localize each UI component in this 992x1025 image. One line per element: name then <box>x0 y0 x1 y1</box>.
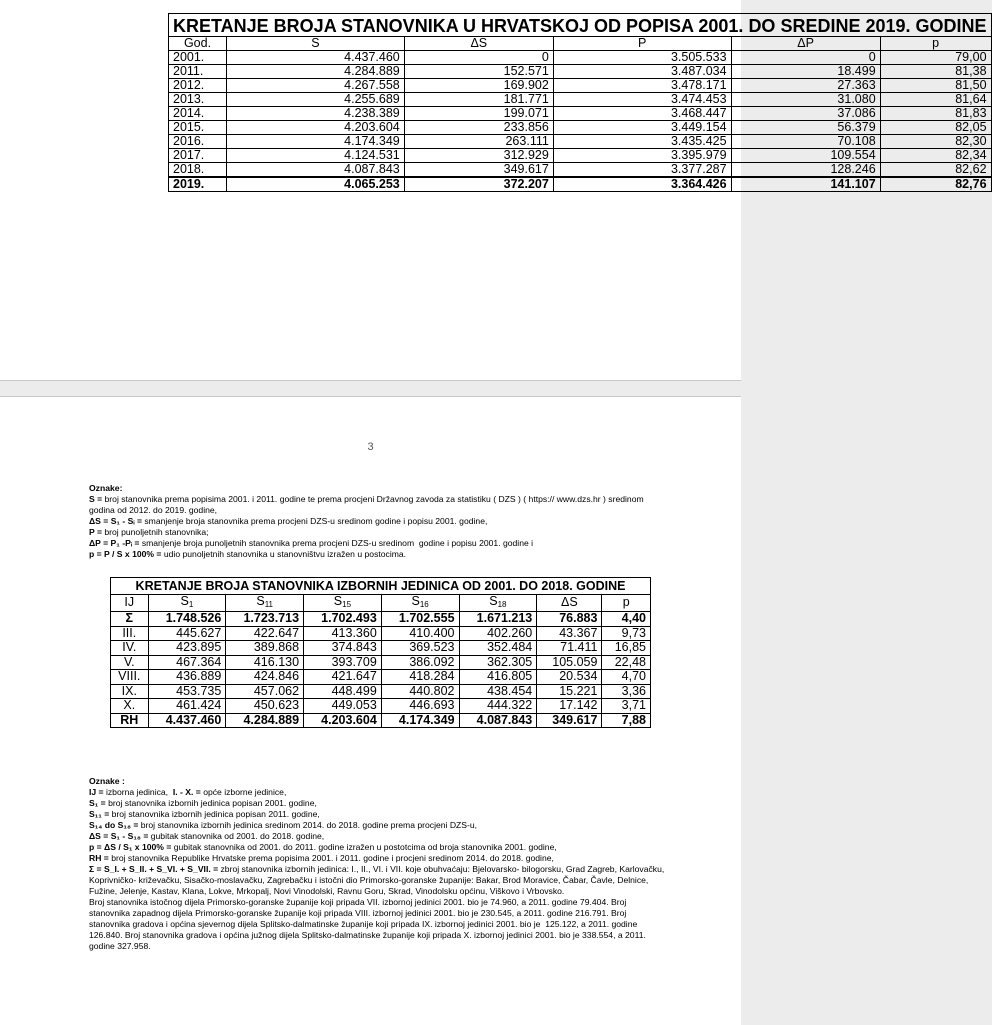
table2-header-cell <box>304 594 382 612</box>
table-cell: 3.487.034 <box>553 65 731 79</box>
table-cell: 81,64 <box>880 93 991 107</box>
notes1-term: P = <box>89 527 102 537</box>
table-cell: 413.360 <box>304 626 382 641</box>
table-cell: IX. <box>111 684 149 699</box>
table-cell: 4.437.460 <box>148 713 226 728</box>
table-cell: 4,40 <box>602 612 651 627</box>
table1-total-row <box>169 177 992 192</box>
table-cell: 76.883 <box>537 612 602 627</box>
table-cell: 22,48 <box>602 655 651 670</box>
table-cell: 449.053 <box>304 699 382 714</box>
table-cell: 82,34 <box>880 149 991 163</box>
table-cell: 4.174.349 <box>381 713 459 728</box>
table-cell: 18.499 <box>731 65 880 79</box>
table-row <box>169 163 992 178</box>
table-row <box>169 93 992 107</box>
table-row <box>169 135 992 149</box>
table-cell: 445.627 <box>148 626 226 641</box>
page-1 <box>0 0 987 381</box>
notes2-heading: Oznake : <box>89 776 125 786</box>
table-cell: 410.400 <box>381 626 459 641</box>
table-row <box>169 107 992 121</box>
notes2-term: p = ΔS / S₁ x 100% = <box>89 842 172 852</box>
table-cell: 16,85 <box>602 641 651 656</box>
header-subscript: 18 <box>497 599 507 609</box>
table-cell: 453.735 <box>148 684 226 699</box>
page-number: 3 <box>367 441 374 453</box>
table-cell: 81,38 <box>880 65 991 79</box>
table-cell: 374.843 <box>304 641 382 656</box>
table-row <box>111 684 651 699</box>
table-cell: 2019. <box>169 177 227 192</box>
notes2-term: I. - X. = <box>172 787 201 797</box>
notes1-line <box>89 527 669 538</box>
header-subscript: 11 <box>264 599 273 609</box>
table-cell: 4.174.349 <box>227 135 405 149</box>
table-cell: 1.723.713 <box>226 612 304 627</box>
notes2-definition: gubitak stanovnika od 2001. do 2011. godine izražen u postotcima od broja stanovnika 2001. godine, <box>171 842 557 852</box>
notes2-line <box>89 842 669 853</box>
table2-header-cell <box>537 594 602 612</box>
table-cell: 9,73 <box>602 626 651 641</box>
notes2-line <box>89 787 669 798</box>
table-cell: 4.437.460 <box>227 51 405 65</box>
notes2-definition: broj stanovnika izbornih jedinica sredinom 2014. do 2018. godine prema procjeni DZS-u, <box>138 820 478 830</box>
table-row <box>169 51 992 65</box>
table-cell: 1.702.555 <box>381 612 459 627</box>
table-cell: 416.805 <box>459 670 537 685</box>
table-cell: 31.080 <box>731 93 880 107</box>
header-subscript: 16 <box>419 599 429 609</box>
table-cell: 199.071 <box>404 107 553 121</box>
table-cell: 362.305 <box>459 655 537 670</box>
table-cell: 4.238.389 <box>227 107 405 121</box>
table1-header-cell: ΔP <box>731 37 880 51</box>
table-cell: 233.856 <box>404 121 553 135</box>
table-cell: 0 <box>731 51 880 65</box>
table-cell: 402.260 <box>459 626 537 641</box>
table-cell: 4,70 <box>602 670 651 685</box>
notes1-definition: smanjenje broja stanovnika prema procjeni DZS-u sredinom godine i popisu 2001. godine, <box>141 516 488 526</box>
notes2-definition: Broj stanovnika istočnog dijela Primorsko-goranske županije koji pripada VII. izbornoj jedinici 2001. bio je 74.960, a 2011. godine 79.404. Broj stanovnika zapadnog dijela Primorsko-goranske županije koji pripada VIII. izbornoj jedinici 2001. bio je 230.545, a 2011. godine 216.791. Broj stanovnika gradova i općina sjevernog dijela Splitsko-dalmatinske županije koji pripada IX. izbornoj jedinici 2001. bio je 125.122, a 2011. godine 126.840. Broj stanovnika gradova i općina južnog dijela Splitsko-dalmatinske županije koji pripada X. izbornoj jedinici 2001. bio je 338.554, a 2011. godine 327.958. <box>89 897 649 951</box>
table-cell: 128.246 <box>731 163 880 178</box>
table-cell: 2018. <box>169 163 227 178</box>
notes2-term: S₁₄ do S₁₈ = <box>89 820 139 830</box>
table-cell: 82,76 <box>880 177 991 192</box>
table-cell: 448.499 <box>304 684 382 699</box>
table-cell: 3.395.979 <box>553 149 731 163</box>
notes1-definition: smanjenje broja punoljetnih stanovnika prema procjeni DZS-u sredinom godine i popisu 2001. godine i <box>139 538 534 548</box>
table-cell: RH <box>111 713 149 728</box>
table-cell: 3.364.426 <box>553 177 731 192</box>
table-cell: 71.411 <box>537 641 602 656</box>
table-cell: 37.086 <box>731 107 880 121</box>
table-cell: IV. <box>111 641 149 656</box>
table-cell: 416.130 <box>226 655 304 670</box>
notes2-definition: broj stanovnika izbornih jedinica popisan 2001. godine, <box>105 798 317 808</box>
table-cell: 349.617 <box>404 163 553 178</box>
notes1-term: ΔS = S₁ - Sᵢ = <box>89 516 142 526</box>
notes2-definition: broj stanovnika izbornih jedinica popisan 2011. godine, <box>109 809 320 819</box>
page-2 <box>0 396 741 1025</box>
table-cell: 4.284.889 <box>226 713 304 728</box>
table-cell: 81,83 <box>880 107 991 121</box>
notes-table2 <box>89 776 669 952</box>
notes2-term: Σ = S_I. + S_II. + S_VI. + S_VII. = <box>89 864 219 874</box>
table-row <box>111 699 651 714</box>
table-cell: 4.267.558 <box>227 79 405 93</box>
table-cell: 418.284 <box>381 670 459 685</box>
table-row <box>169 121 992 135</box>
table-cell: 3.478.171 <box>553 79 731 93</box>
header-main: p <box>622 595 630 609</box>
header-main: S <box>256 593 265 608</box>
table-cell: 450.623 <box>226 699 304 714</box>
table-cell: 3,71 <box>602 699 651 714</box>
notes2-line <box>89 809 669 820</box>
table-row <box>169 65 992 79</box>
table-cell: 82,30 <box>880 135 991 149</box>
notes2-definition: opće izborne jedinice, <box>200 787 287 797</box>
notes2-term: ΔS = S₁ - S₁₈ = <box>89 831 149 841</box>
table-cell: 17.142 <box>537 699 602 714</box>
table-cell: 312.929 <box>404 149 553 163</box>
table-cell: 181.771 <box>404 93 553 107</box>
table-cell: 2015. <box>169 121 227 135</box>
table-cell: 3.449.154 <box>553 121 731 135</box>
table-cell: 4.203.604 <box>304 713 382 728</box>
header-subscript: 1 <box>188 599 194 609</box>
table-cell: 43.367 <box>537 626 602 641</box>
table-cell: 444.322 <box>459 699 537 714</box>
table-cell: 446.693 <box>381 699 459 714</box>
table-cell: 3.474.453 <box>553 93 731 107</box>
table-cell: 4.124.531 <box>227 149 405 163</box>
table-cell: 56.379 <box>731 121 880 135</box>
table2-title: KRETANJE BROJA STANOVNIKA IZBORNIH JEDINICA OD 2001. DO 2018. GODINE <box>111 578 651 595</box>
table-cell: 152.571 <box>404 65 553 79</box>
table-cell: 7,88 <box>602 713 651 728</box>
notes2-term: S₁ = <box>89 798 106 808</box>
table-row <box>169 149 992 163</box>
table-cell: 3,36 <box>602 684 651 699</box>
table-cell: 369.523 <box>381 641 459 656</box>
table-cell: 423.895 <box>148 641 226 656</box>
notes1-definition: udio punoljetnih stanovnika u stanovništvu izražen u postocima. <box>161 549 407 559</box>
table2-header-cell <box>148 594 226 612</box>
notes1-line <box>89 538 669 549</box>
notes1-line <box>89 494 669 516</box>
header-main: S <box>411 593 420 608</box>
table-cell: 15.221 <box>537 684 602 699</box>
table-cell: 389.868 <box>226 641 304 656</box>
table-cell: 105.059 <box>537 655 602 670</box>
table-cell: X. <box>111 699 149 714</box>
table-cell: III. <box>111 626 149 641</box>
table-cell: 424.846 <box>226 670 304 685</box>
table2-header-cell <box>381 594 459 612</box>
table-cell: 141.107 <box>731 177 880 192</box>
header-main: S <box>180 593 189 608</box>
table-cell: 461.424 <box>148 699 226 714</box>
table1-header-cell: ΔS <box>404 37 553 51</box>
table2-header-row <box>111 594 651 612</box>
notes1-definition: broj punoljetnih stanovnika; <box>101 527 209 537</box>
table-cell: 4.203.604 <box>227 121 405 135</box>
table-cell: 438.454 <box>459 684 537 699</box>
table-cell: 3.377.287 <box>553 163 731 178</box>
table-cell: 1.702.493 <box>304 612 382 627</box>
notes2-line <box>89 864 669 897</box>
notes2-definition: broj stanovnika Republike Hrvatske prema popisima 2001. i 2011. godine i procjeni sredinom 2014. do 2018. godine, <box>108 853 554 863</box>
notes2-term: IJ = <box>89 787 104 797</box>
table-cell: 3.468.447 <box>553 107 731 121</box>
table-cell: 2017. <box>169 149 227 163</box>
header-subscript: 15 <box>342 599 352 609</box>
table-cell: 27.363 <box>731 79 880 93</box>
table-cell: 467.364 <box>148 655 226 670</box>
notes2-line <box>89 897 669 952</box>
table-cell: 82,62 <box>880 163 991 178</box>
table-cell: 169.902 <box>404 79 553 93</box>
table2-header-cell <box>111 594 149 612</box>
table-cell: 4.284.889 <box>227 65 405 79</box>
table-cell: 3.435.425 <box>553 135 731 149</box>
table1-header-cell: P <box>553 37 731 51</box>
table-row <box>111 641 651 656</box>
table-cell: 372.207 <box>404 177 553 192</box>
table-cell: 1.748.526 <box>148 612 226 627</box>
table-cell: 81,50 <box>880 79 991 93</box>
table-cell: 82,05 <box>880 121 991 135</box>
notes2-definition: izborna jedinica, <box>103 787 173 797</box>
header-main: S <box>333 593 343 608</box>
table1-header-cell: God. <box>169 37 227 51</box>
table2-sum-row <box>111 612 651 627</box>
table-cell: 4.087.843 <box>459 713 537 728</box>
table-cell: 457.062 <box>226 684 304 699</box>
header-main: ΔS <box>561 595 578 609</box>
table-cell: 3.505.533 <box>553 51 731 65</box>
table-row <box>111 670 651 685</box>
table2-header-cell <box>602 594 651 612</box>
table-row <box>111 655 651 670</box>
table-cell: 421.647 <box>304 670 382 685</box>
table-cell: 2012. <box>169 79 227 93</box>
notes1-definition: broj stanovnika prema popisima 2001. i 2011. godine te prema procjeni Državnog zavoda za statistiku ( DZS ) ( https:// www.dzs.hr ) sredinom godina od 2012. do 2019. godine, <box>89 494 647 515</box>
header-main: IJ <box>124 595 135 609</box>
notes2-term: S₁₁ = <box>89 809 110 819</box>
table-cell: V. <box>111 655 149 670</box>
table-cell: 0 <box>404 51 553 65</box>
table-cell: 1.671.213 <box>459 612 537 627</box>
notes2-line <box>89 831 669 842</box>
table-cell: VIII. <box>111 670 149 685</box>
notes1-line <box>89 549 669 560</box>
table-cell: 2001. <box>169 51 227 65</box>
table2-header-cell <box>226 594 304 612</box>
header-main: S <box>489 593 498 608</box>
table-cell: 20.534 <box>537 670 602 685</box>
table1-header-cell: S <box>227 37 405 51</box>
table1-header-cell: p <box>880 37 991 51</box>
table-cell: 386.092 <box>381 655 459 670</box>
table-cell: 2011. <box>169 65 227 79</box>
notes2-line <box>89 853 669 864</box>
table-cell: 440.802 <box>381 684 459 699</box>
population-table-croatia <box>168 13 992 192</box>
table2-header-cell <box>459 594 537 612</box>
table-cell: 109.554 <box>731 149 880 163</box>
table-cell: 422.647 <box>226 626 304 641</box>
table-cell: Σ <box>111 612 149 627</box>
population-table-electoral-units <box>110 577 651 728</box>
table-cell: 2016. <box>169 135 227 149</box>
notes1-term: S = <box>89 494 103 504</box>
notes-table1 <box>89 483 669 560</box>
table1-title: KRETANJE BROJA STANOVNIKA U HRVATSKOJ OD POPISA 2001. DO SREDINE 2019. GODINE <box>169 14 992 37</box>
table-cell: 2013. <box>169 93 227 107</box>
notes1-line <box>89 516 669 527</box>
table-cell: 263.111 <box>404 135 553 149</box>
table-cell: 4.087.843 <box>227 163 405 178</box>
table-cell: 79,00 <box>880 51 991 65</box>
notes2-line <box>89 820 669 831</box>
table-cell: 2014. <box>169 107 227 121</box>
notes1-heading: Oznake: <box>89 483 123 493</box>
table-cell: 70.108 <box>731 135 880 149</box>
notes2-definition: zbroj stanovnika izbornih jedinica: I., II., VI. i VII. koje obuhvaćaju: Bjelovarsko- bilogorsku, Grad Zagreb, Karlovačku, Koprivničko- križevačku, Sisačko-moslavačku, Zagrebačku i istočni dio Primorsko-goranske županije: Bakar, Brod Moravice, Čabar, Čavle, Delnice, Fužine, Jelenje, Kastav, Klana, Lokve, Mrkopalj, Novi Vinodolski, Ravnu Goru, Skrad, Vinodolsku općinu, Viškovo i Vrbovsko. <box>89 864 667 896</box>
notes1-term: p = P / S x 100% = <box>89 549 162 559</box>
notes1-term: ΔP = P₁ -Pᵢ = <box>89 538 140 548</box>
table1-header-row <box>169 37 992 51</box>
notes2-line <box>89 798 669 809</box>
table-row <box>111 626 651 641</box>
table2-rh-row <box>111 713 651 728</box>
notes2-definition: gubitak stanovnika od 2001. do 2018. godine, <box>148 831 325 841</box>
table-cell: 4.065.253 <box>227 177 405 192</box>
table-row <box>169 79 992 93</box>
table-cell: 349.617 <box>537 713 602 728</box>
table-cell: 4.255.689 <box>227 93 405 107</box>
table-cell: 436.889 <box>148 670 226 685</box>
table-cell: 393.709 <box>304 655 382 670</box>
notes2-term: RH = <box>89 853 109 863</box>
table-cell: 352.484 <box>459 641 537 656</box>
